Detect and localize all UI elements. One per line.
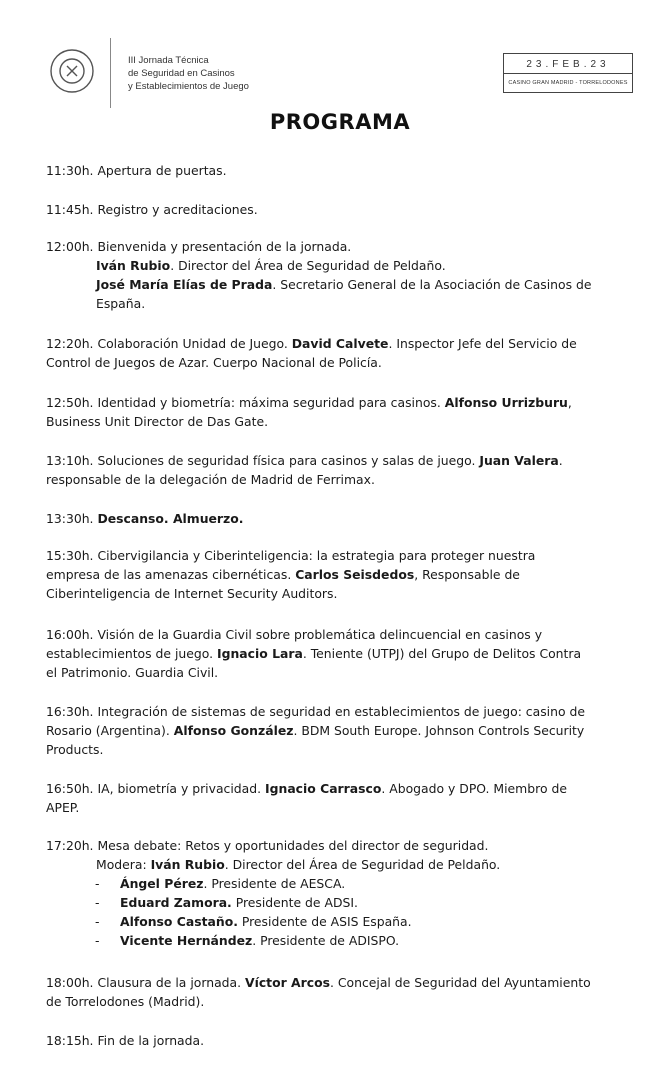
panelist-item	[46, 931, 633, 950]
speaker-name: Alfonso Urrizburu	[444, 395, 568, 410]
event-title-line: III Jornada Técnica	[128, 55, 209, 66]
moderator-line	[46, 855, 633, 874]
speaker-role: . Presidente de ADISPO.	[252, 933, 400, 948]
agenda-item	[46, 973, 633, 1011]
date-divider	[504, 73, 632, 74]
agenda-text: 16:30h. Integración de sistemas de seguridad en establecimientos de juego: casino de	[46, 704, 585, 719]
speaker-name: Alfonso González	[173, 723, 294, 738]
event-logo-icon	[49, 48, 95, 94]
speaker-name: Eduard Zamora.	[120, 895, 232, 910]
agenda-item	[46, 836, 633, 950]
agenda-text: Control de Juegos de Azar. Cuerpo Nacional de Policía.	[46, 355, 382, 370]
agenda-item	[46, 546, 633, 603]
event-venue: CASINO GRAN MADRID - TORRELODONES	[508, 80, 628, 86]
agenda-text: Products.	[46, 742, 104, 757]
agenda-text: . Abogado y DPO. Miembro de	[381, 781, 567, 796]
agenda-text: Ciberinteligencia de Internet Security Auditors.	[46, 586, 338, 601]
agenda-text: 11:45h. Registro y acreditaciones.	[46, 202, 258, 217]
agenda-text: 18:00h. Clausura de la jornada.	[46, 975, 245, 990]
page-title: PROGRAMA	[269, 110, 411, 134]
speaker-name: Vicente Hernández	[120, 933, 253, 948]
speaker-name: José María Elías de Prada	[96, 277, 273, 292]
agenda-text: responsable de la delegación de Madrid de Ferrimax.	[46, 472, 375, 487]
agenda-text: ,	[567, 395, 572, 410]
agenda-text: . BDM South Europe. Johnson Controls Security	[293, 723, 585, 738]
agenda-item	[46, 161, 633, 180]
speaker-name: Víctor Arcos	[245, 975, 330, 990]
agenda-text: . Teniente (UTPJ) del Grupo de Delitos Contra	[302, 646, 582, 661]
agenda-text: Modera:	[96, 857, 151, 872]
speaker-name: Ignacio Carrasco	[265, 781, 382, 796]
agenda-text: 12:20h. Colaboración Unidad de Juego.	[46, 336, 292, 351]
list-dash: -	[95, 933, 100, 948]
agenda-text: 16:00h. Visión de la Guardia Civil sobre problemática delincuencial en casinos y	[46, 627, 543, 642]
speaker-name: Juan Valera	[479, 453, 559, 468]
agenda-text: 18:15h. Fin de la jornada.	[46, 1033, 205, 1048]
speaker-name: Alfonso Castaño.	[120, 914, 238, 929]
speaker-role: . Secretario General de la Asociación de Casinos de	[272, 277, 592, 292]
agenda-item	[46, 334, 633, 372]
event-title	[128, 54, 249, 93]
agenda-item	[46, 1031, 633, 1050]
speaker-name: Ignacio Lara	[217, 646, 303, 661]
list-dash: -	[95, 895, 100, 910]
speaker-name: Iván Rubio	[150, 857, 225, 872]
speaker-line	[46, 256, 633, 275]
speaker-name: Iván Rubio	[96, 258, 171, 273]
speaker-role: España.	[96, 296, 146, 311]
agenda-item	[46, 702, 633, 759]
agenda-text: Rosario (Argentina).	[46, 723, 174, 738]
list-dash: -	[95, 876, 100, 891]
agenda-text: 13:30h.	[46, 511, 98, 526]
agenda-text: , Responsable de	[414, 567, 520, 582]
agenda-text: Business Unit Director de Das Gate.	[46, 414, 269, 429]
agenda-text: 16:50h. IA, biometría y privacidad.	[46, 781, 266, 796]
speaker-role: Presidente de ADSI.	[231, 895, 358, 910]
date-box	[503, 53, 633, 93]
event-title-line: de Seguridad en Casinos	[128, 68, 235, 79]
agenda-text: . Concejal de Seguridad del Ayuntamiento	[329, 975, 591, 990]
speaker-name: Ángel Pérez	[120, 876, 204, 891]
agenda-text: 11:30h. Apertura de puertas.	[46, 163, 227, 178]
speaker-role: Presidente de ASIS España.	[237, 914, 412, 929]
agenda-text: .	[558, 453, 563, 468]
break-label: Descanso. Almuerzo.	[97, 511, 244, 526]
panelist-item	[46, 912, 633, 931]
speaker-role: . Presidente de AESCA.	[203, 876, 346, 891]
agenda-item	[46, 393, 633, 431]
list-dash: -	[95, 914, 100, 929]
panelist-item	[46, 893, 633, 912]
agenda-text: 15:30h. Cibervigilancia y Ciberinteligencia: la estrategia para proteger nuestra	[46, 548, 536, 563]
speaker-name: Carlos Seisdedos	[295, 567, 415, 582]
agenda-text: . Inspector Jefe del Servicio de	[388, 336, 577, 351]
agenda-item	[46, 451, 633, 489]
speaker-line	[46, 275, 633, 294]
header-divider	[110, 38, 111, 108]
agenda-item	[46, 509, 633, 528]
agenda-item	[46, 200, 633, 219]
agenda-text: APEP.	[46, 800, 80, 815]
panelist-item	[46, 874, 633, 893]
agenda-text: 17:20h. Mesa debate: Retos y oportunidades del director de seguridad.	[46, 838, 489, 853]
agenda-text: 13:10h. Soluciones de seguridad física para casinos y salas de juego.	[46, 453, 480, 468]
speaker-role: . Director del Área de Seguridad de Peldaño.	[224, 857, 501, 872]
agenda-text: el Patrimonio. Guardia Civil.	[46, 665, 219, 680]
agenda-item	[46, 625, 633, 682]
agenda-text: establecimientos de juego.	[46, 646, 217, 661]
agenda-text: de Torrelodones (Madrid).	[46, 994, 205, 1009]
event-date: 23.FEB.23	[526, 59, 610, 70]
speaker-role: . Director del Área de Seguridad de Peldaño.	[170, 258, 446, 273]
speaker-name: David Calvete	[291, 336, 389, 351]
agenda-text: 12:00h. Bienvenida y presentación de la jornada.	[46, 239, 352, 254]
agenda-item	[46, 779, 633, 817]
event-title-line: y Establecimientos de Juego	[128, 81, 249, 92]
agenda-text: 12:50h. Identidad y biometría: máxima seguridad para casinos.	[46, 395, 445, 410]
agenda-item	[46, 237, 633, 313]
agenda-text: empresa de las amenazas cibernéticas.	[46, 567, 296, 582]
